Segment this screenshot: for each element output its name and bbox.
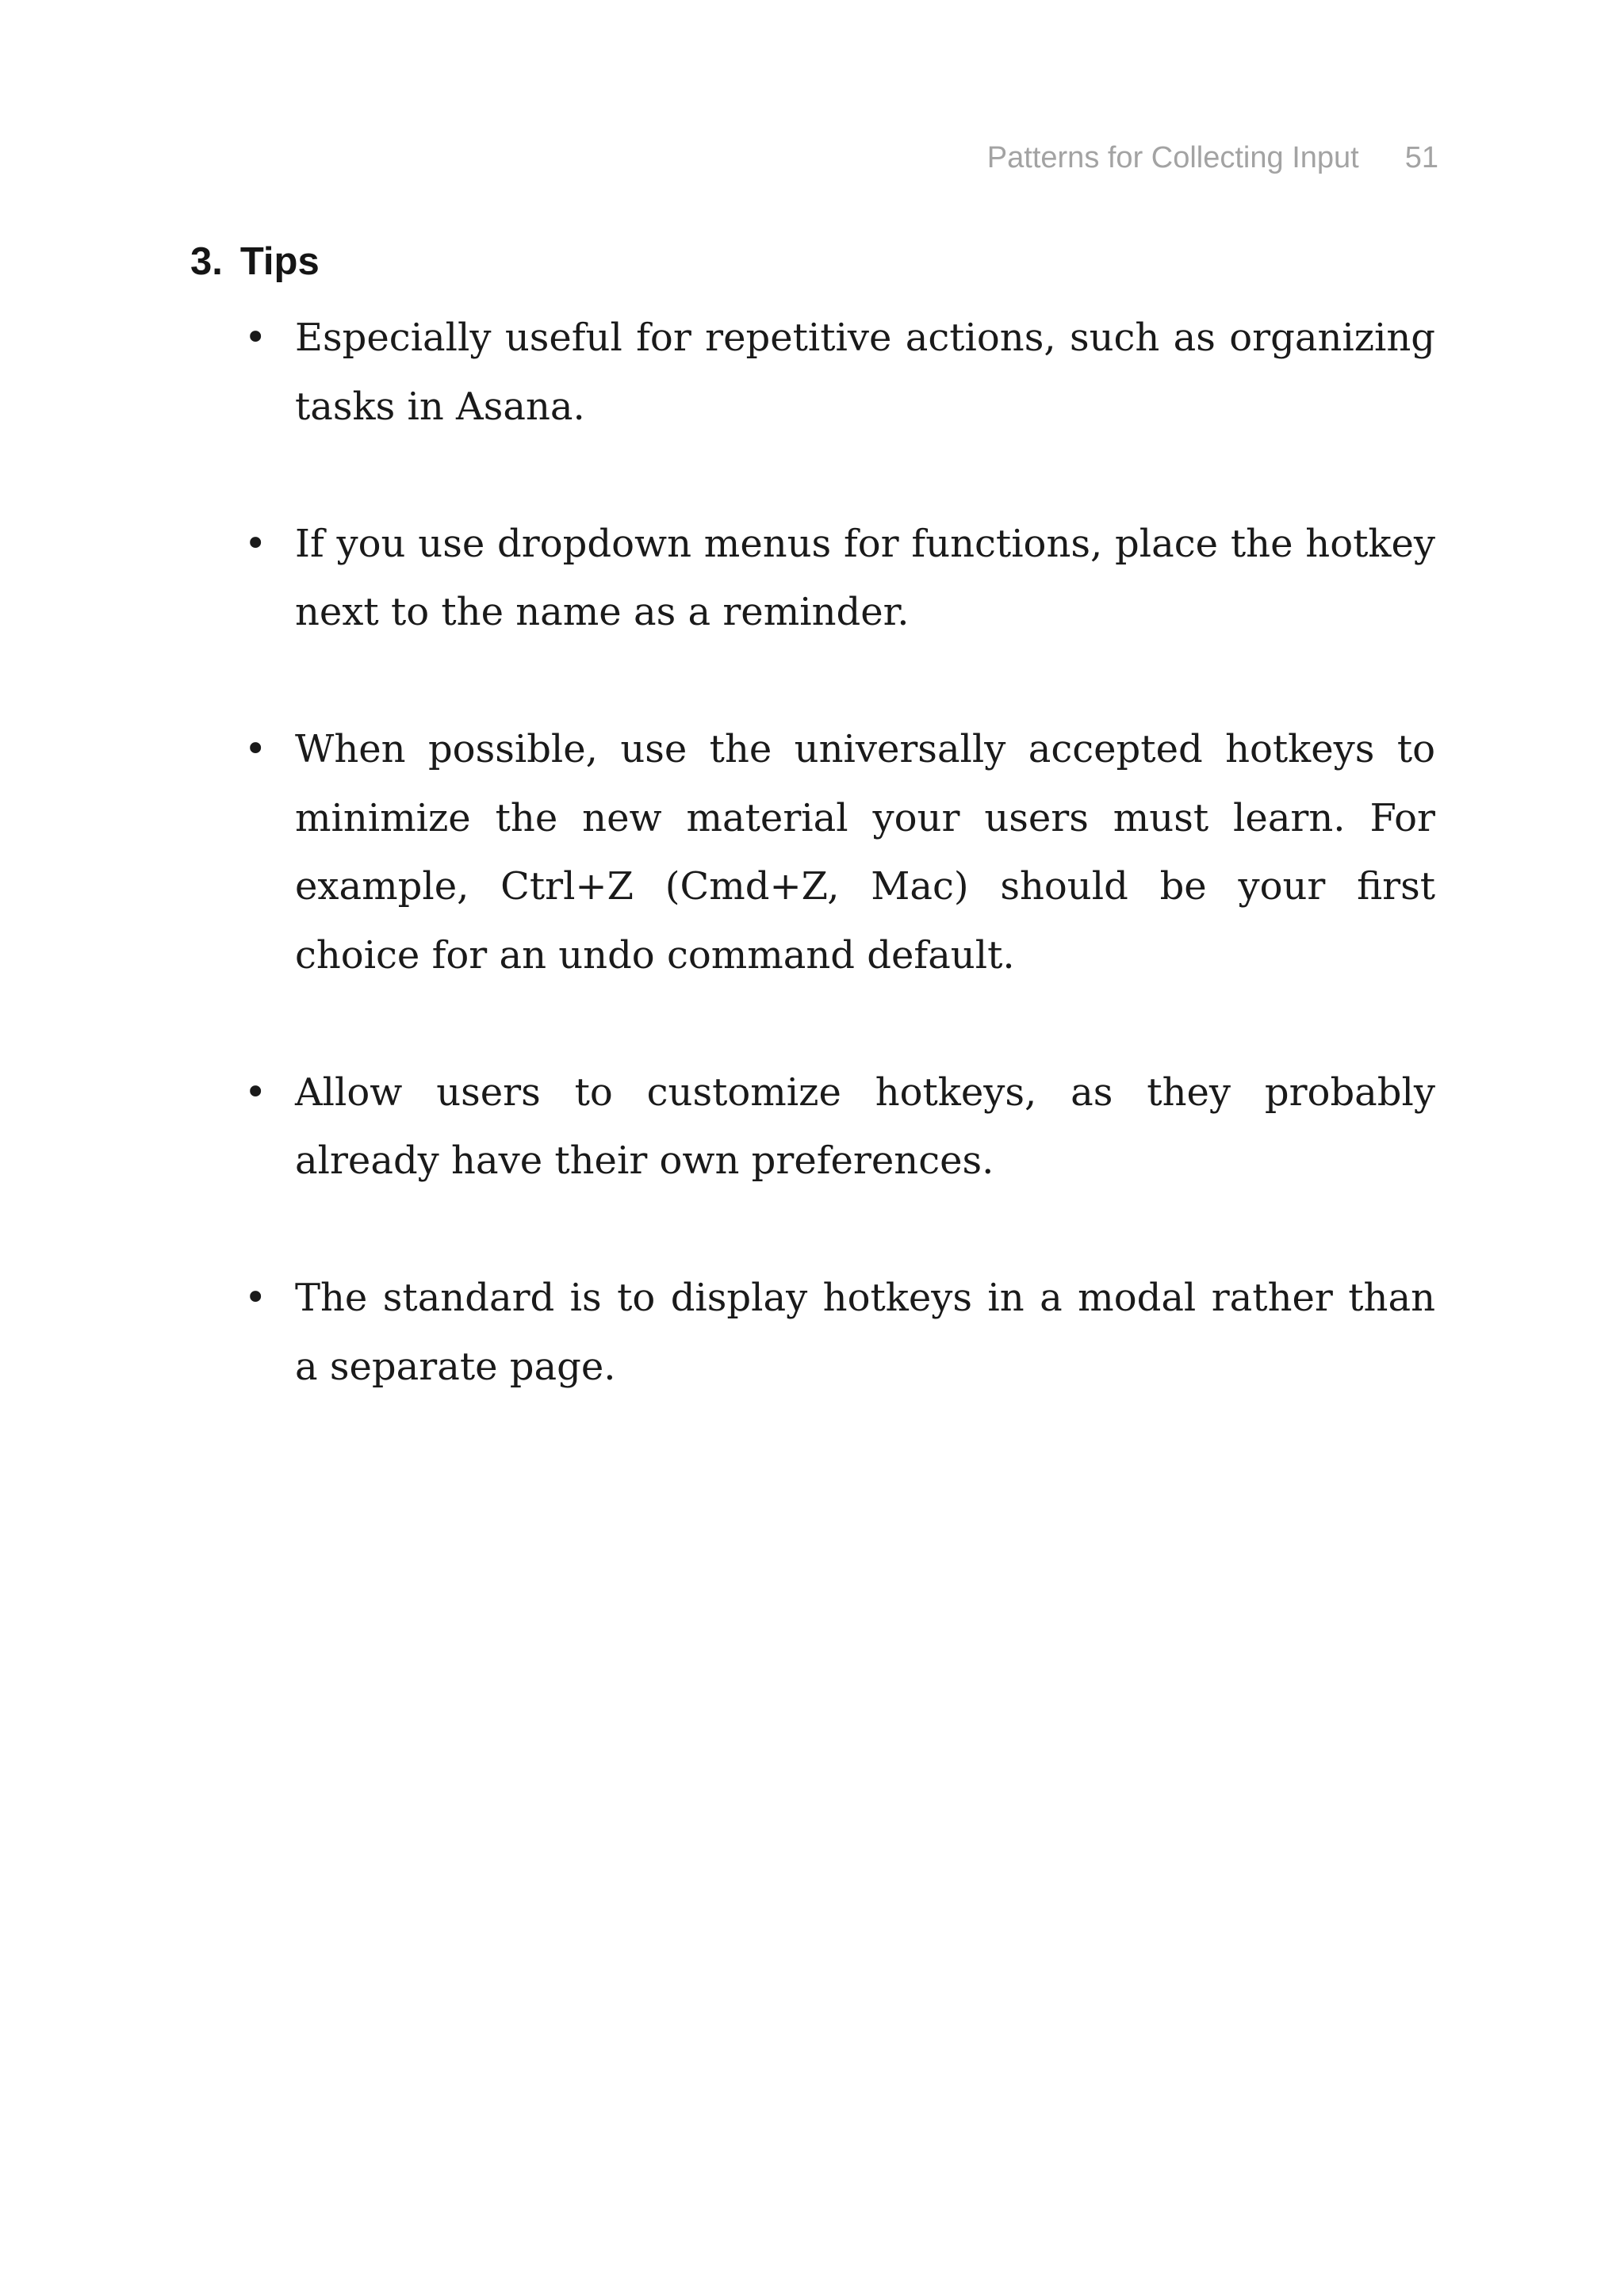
bullet-icon: • xyxy=(244,521,267,566)
section-title: Tips xyxy=(239,240,320,283)
list-item xyxy=(239,1264,1435,1401)
tip-text: If you use dropdown menus for functions, place the hotkey next to the name as a reminder. xyxy=(295,521,1435,634)
page-number: 51 xyxy=(1404,141,1438,174)
bullet-icon: • xyxy=(244,727,267,771)
list-item xyxy=(239,1058,1435,1196)
bullet-icon: • xyxy=(244,316,267,360)
section-number: 3. xyxy=(190,240,223,283)
tip-text: When possible, use the universally accepted hotkeys to minimize the new material your users must learn. For example, Ctrl+Z (Cmd+Z, Mac) should be your first choice for an undo command default. xyxy=(295,727,1435,978)
list-item xyxy=(239,715,1435,989)
section-heading xyxy=(190,239,320,284)
bullet-icon: • xyxy=(244,1276,267,1320)
list-item xyxy=(239,510,1435,647)
tip-text: Allow users to customize hotkeys, as they probably already have their own preferences. xyxy=(295,1070,1435,1183)
running-header xyxy=(987,141,1438,175)
chapter-title: Patterns for Collecting Input xyxy=(986,141,1359,174)
tips-list xyxy=(239,304,1435,1470)
tip-text: Especially useful for repetitive actions, such as organizing tasks in Asana. xyxy=(295,316,1435,429)
bullet-icon: • xyxy=(244,1070,267,1115)
list-item xyxy=(239,304,1435,441)
tip-text: The standard is to display hotkeys in a modal rather than a separate page. xyxy=(295,1276,1435,1389)
